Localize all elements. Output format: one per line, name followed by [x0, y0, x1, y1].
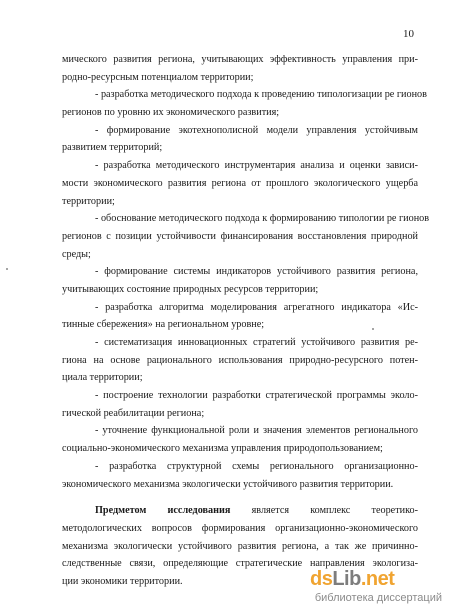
watermark-logo: [310, 568, 394, 590]
text-line: учитывающих состояние природных ресурсов территории;: [62, 283, 319, 295]
text-line: территории;: [62, 195, 115, 207]
text-line: регионов с позиции устойчивости финансирования восстановления природной: [62, 230, 418, 242]
bold-term: исследования: [167, 505, 231, 517]
list-item-line: - разработка методического инструментария анализа и оценки зависи-: [95, 160, 418, 172]
scan-speck: [372, 328, 374, 330]
logo-lib: Lib: [332, 567, 361, 590]
watermark: [300, 568, 450, 608]
list-item-line: - систематизация инновационных стратегий устойчивого развития ре-: [95, 337, 418, 348]
text-line: родно-ресурсным потенциалом территории;: [62, 71, 254, 83]
watermark-subtitle: библиотека диссертаций: [314, 592, 442, 604]
text-line: ции экономики территории.: [62, 575, 183, 587]
list-item-line: - уточнение функциональной роли и значения элементов регионального: [95, 425, 418, 437]
text-line: гической реабилитации региона;: [62, 407, 205, 419]
text-line: социально-экономического механизма управления природопользованием;: [62, 443, 383, 455]
bold-term: Предметом: [95, 505, 147, 517]
list-item-line: - разработка методического подхода к проведению типологизации ре гионов: [95, 89, 427, 101]
list-item-line: - разработка алгоритма моделирования агрегатного индикатора «Ис-: [95, 301, 418, 313]
text-line: механизма экологически устойчивого развития региона, а так же причинно-: [62, 540, 418, 552]
list-item-line: - формирование экотехнополисной модели управления устойчивым: [95, 124, 418, 136]
text-line: циала территории;: [62, 372, 143, 384]
text-span: является комплекс теоретико-: [251, 505, 419, 517]
text-line: гиона на основе рационального использования природно-ресурсного потен-: [62, 354, 418, 366]
list-item-line: - обоснование методического подхода к формированию типологии ре гионов: [95, 213, 430, 225]
text-line: следственные связи, определяющие стратегические направления экологиза-: [62, 558, 418, 570]
page-number: 10: [403, 28, 414, 40]
text-line: развитием территорий;: [62, 142, 163, 154]
text-line: методологических вопросов формирования организационно-экономического: [62, 522, 418, 534]
logo-ds: ds: [310, 567, 333, 590]
text-line: среды;: [62, 248, 91, 260]
list-item-line: - построение технологии разработки стратегической программы эколо-: [95, 390, 418, 402]
document-body: [62, 51, 430, 591]
scan-speck: [6, 268, 8, 270]
text-line: тинные сбережения» на региональном уровне;: [62, 319, 265, 331]
text-line: экономического механизма экологически устойчивого развития территории.: [62, 478, 394, 490]
text-line: мости экономического развития региона от прошлого экологического ущерба: [62, 177, 418, 189]
list-item-line: - формирование системы индикаторов устойчивого развития региона,: [95, 266, 418, 278]
list-item-line: - разработка структурной схемы регионального организационно-: [95, 460, 418, 472]
text-line: мического развития региона, учитывающих эффективность управления при-: [62, 54, 418, 65]
subject-paragraph-first-line: [62, 502, 418, 520]
text-line: регионов по уровню их экономического развития;: [62, 107, 280, 119]
logo-net: .net: [360, 567, 395, 590]
